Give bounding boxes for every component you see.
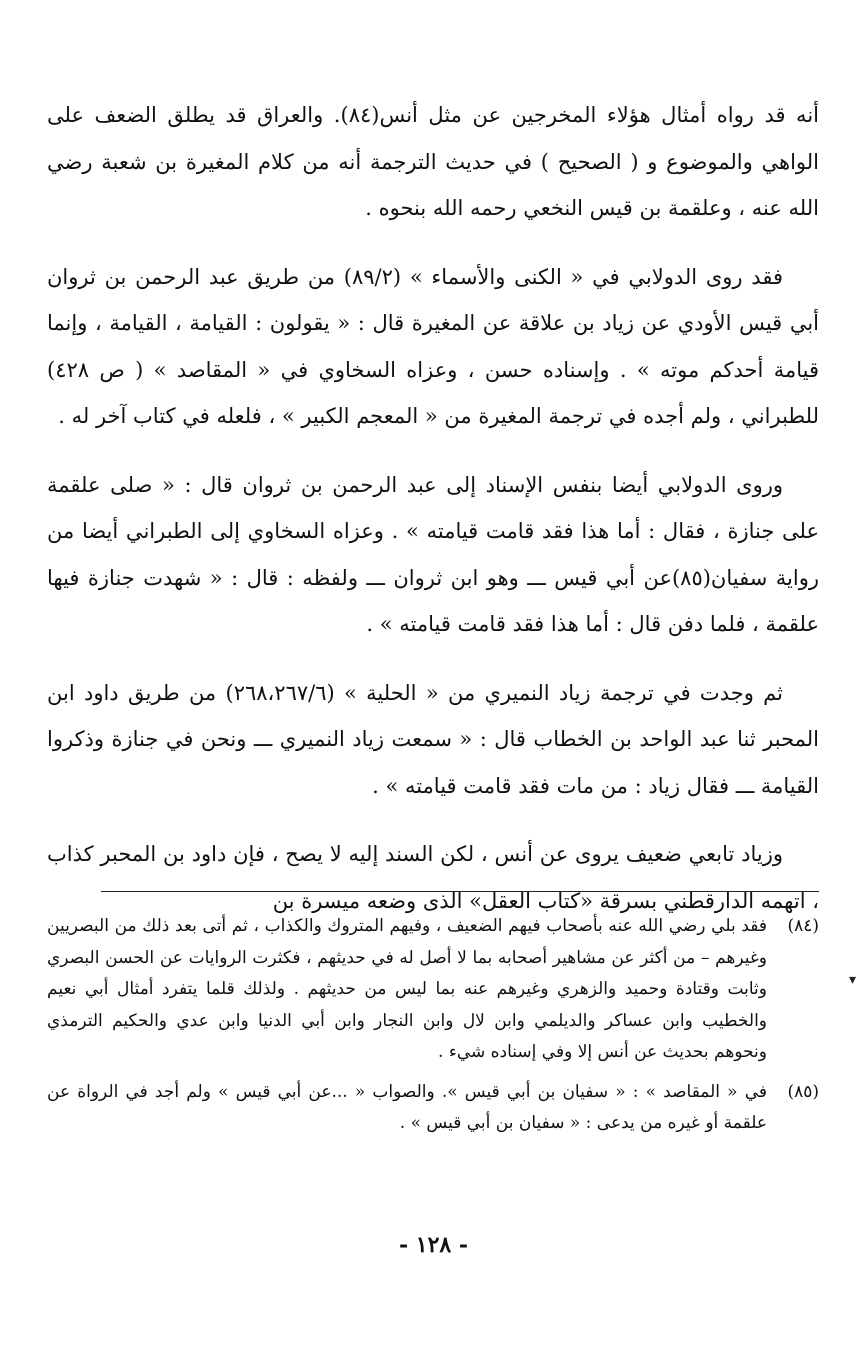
- footnote-number: (٨٤): [787, 916, 819, 936]
- footnote-text: فقد بلي رضي الله عنه بأصحاب فيهم الضعيف ، وفيهم المتروك والكذاب ، ثم أتى بعد ذلك من البصريين وغيرهم – من أكثر عن مشاهير أصحابه بما لا أصل له في حديثهم ، فكثرت الروايات عن الحسن البصري وثابت وقتادة وحميد والزهري وغيرهم عنه بما ليس من حديثهم . ولذلك قلما يتفرد أمثال أبي نعيم والخطيب وابن عساكر والديلمي وابن لال وابن النجار وابن أبي الدنيا وابن عدي والحكيم الترمذي ونحوهم بحديث عن أنس إلا وفي إسناده شيء .: [47, 916, 767, 1062]
- paragraph-3: وروى الدولابي أيضا بنفس الإسناد إلى عبد الرحمن بن ثروان قال : « صلى علقمة على جنازة ، فقال : أما هذا فقد قامت قيامته » . وعزاه السخاوي إلى الطبراني أيضا من رواية سفيان(٨٥)عن أبي قيس ـــ وهو ابن ثروان ـــ ولفظه : قال : « شهدت جنازة فيها علقمة ، فلما دفن قال : أما هذا فقد قامت قيامته » .: [47, 472, 819, 636]
- footnote-divider: [101, 891, 819, 892]
- footnote-84: [47, 911, 819, 1069]
- margin-mark-icon: ▾: [849, 972, 857, 988]
- paragraph-5: وزياد تابعي ضعيف يروى عن أنس ، لكن السند إليه لا يصح ، فإن داود بن المحبر كذاب ، اتهمه الدارقطني بسرقة «كتاب العقل» الذى وضعه ميسرة بن: [47, 842, 819, 913]
- paragraph-1: أنه قد رواه أمثال هؤلاء المخرجين عن مثل أنس(٨٤). والعراق قد يطلق الضعف على الواهي والموضوع و ( الصحيح ) في حديث الترجمة أنه من كلام المغيرة بن شعبة رضي الله عنه ، وعلقمة بن قيس النخعي رحمه الله بنحوه .: [47, 103, 819, 220]
- paragraph-4: ثم وجدت في ترجمة زياد النميري من « الحلية » (٢٦٨،٢٦٧/٦) من طريق داود ابن المحبر ثنا عبد الواحد بن الخطاب قال : « سمعت زياد النميري ـــ ونحن في جنازة وذكروا القيامة ـــ فقال زياد : من مات فقد قامت قيامته » .: [47, 680, 819, 798]
- footnote-text: في « المقاصد » : « سفيان بن أبي قيس ». والصواب « ...عن أبي قيس » ولم أجد في الرواة عن علقمة أو غيره من يدعى : « سفيان بن أبي قيس » .: [47, 1081, 767, 1133]
- footnotes: [47, 911, 819, 1148]
- paragraph-2: فقد روى الدولابي في « الكنى والأسماء » (٨٩/٢) من طريق عبد الرحمن بن ثروان أبي قيس الأودي عن زياد بن علاقة عن المغيرة قال : « يقولون : القيامة ، القيامة ، وإنما قيامة أحدكم موته » . وإسناده حسن ، وعزاه السخاوي في « المقاصد » ( ص ٤٢٨) للطبراني ، ولم أجده في ترجمة المغيرة من « المعجم الكبير » ، فلعله في كتاب آخر له .: [47, 264, 819, 428]
- main-text: [47, 92, 819, 924]
- footnote-85: [47, 1077, 819, 1140]
- footnote-number: (٨٥): [787, 1081, 819, 1102]
- page-number: - ١٢٨ -: [398, 1232, 469, 1258]
